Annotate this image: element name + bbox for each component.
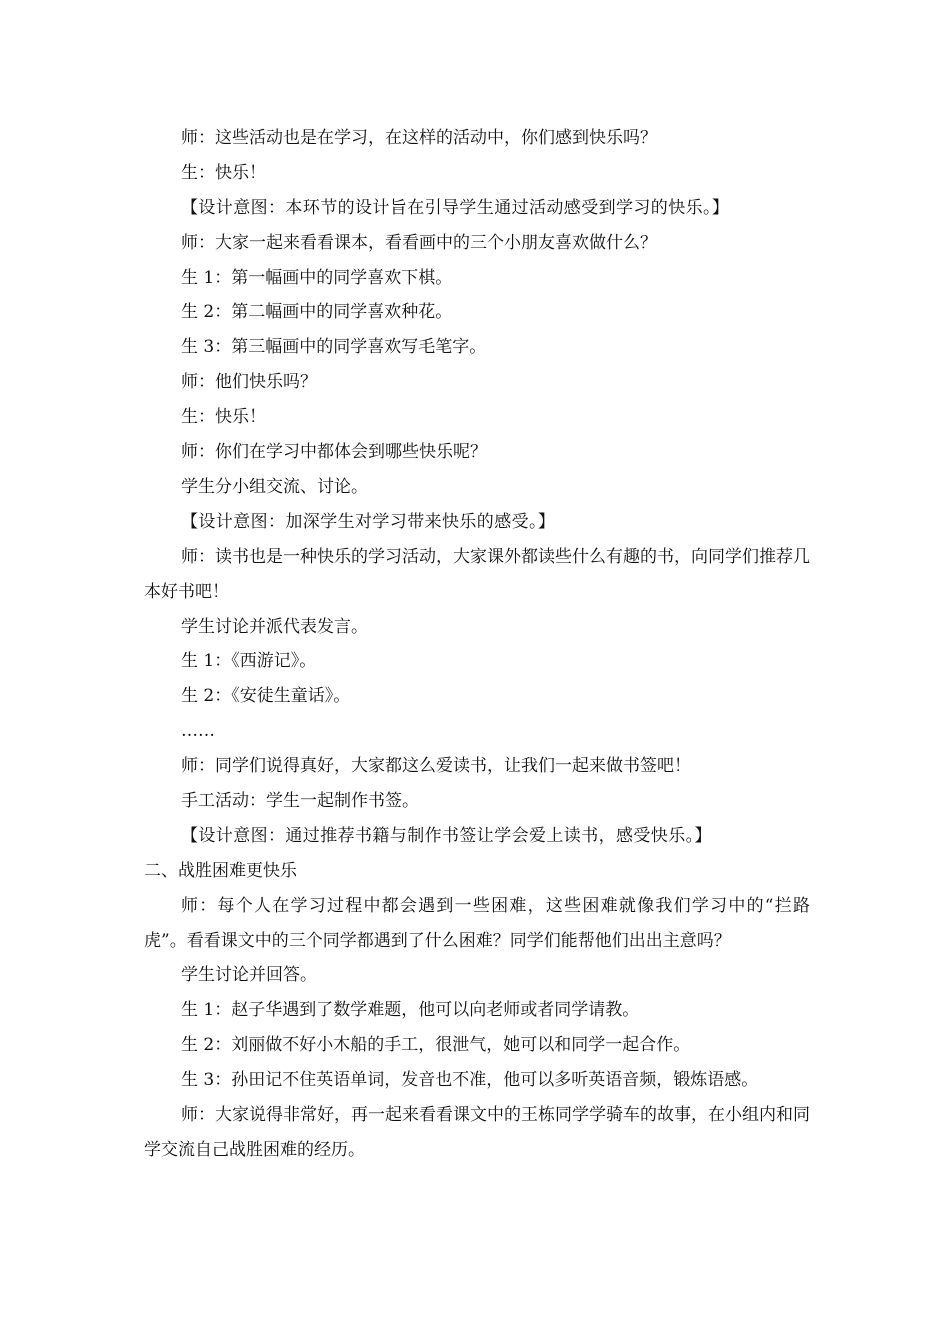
student-line: 生 3：孙田记不住英语单词，发音也不准，他可以多听英语音频，锻炼语感。 xyxy=(181,1070,759,1091)
design-intent: 【设计意图：本环节的设计旨在引导学生通过活动感受到学习的快乐。】 xyxy=(181,197,730,218)
activity-line: 学生分小组交流、讨论。 xyxy=(181,476,368,497)
design-intent: 【设计意图：加深学生对学习带来快乐的感受。】 xyxy=(181,511,556,532)
teacher-paragraph: 师：大家说得非常好，再一起来看看课文中的王栋同学学骑车的故事，在小组内和同学交流自己战胜困难的经历。 xyxy=(144,1105,810,1160)
ellipsis-line: …… xyxy=(181,721,215,742)
student-line: 生 1：赵子华遇到了数学难题，他可以向老师或者同学请教。 xyxy=(181,1000,640,1021)
section-heading: 二、战胜困难更快乐 xyxy=(144,860,297,881)
design-intent: 【设计意图：通过推荐书籍与制作书签让学会爱上读书，感受快乐。】 xyxy=(181,825,712,846)
document-body xyxy=(144,121,810,1168)
teacher-line: 师：同学们说得真好，大家都这么爱读书，让我们一起来做书签吧！ xyxy=(181,756,691,777)
student-line: 生：快乐！ xyxy=(181,162,266,183)
activity-line: 手工活动：学生一起制作书签。 xyxy=(181,790,419,811)
teacher-line: 师：这些活动也是在学习，在这样的活动中，你们感到快乐吗？ xyxy=(181,128,657,148)
student-line: 生 1：第一幅画中的同学喜欢下棋。 xyxy=(181,267,453,288)
teacher-line: 师：他们快乐吗？ xyxy=(181,372,317,393)
teacher-paragraph: 师：读书也是一种快乐的学习活动，大家课外都读些什么有趣的书，向同学们推荐几本好书吧！ xyxy=(144,546,810,602)
student-line: 生 2：第二幅画中的同学喜欢种花。 xyxy=(181,302,453,323)
student-line: 生 2：《安徒生童话》。 xyxy=(181,686,351,707)
student-line: 生：快乐！ xyxy=(181,407,266,428)
teacher-paragraph: 师：每个人在学习过程中都会遇到一些困难，这些困难就像我们学习中的“拦路虎”。看看课文中的三个同学都遇到了什么困难？同学们能帮他们出出主意吗？ xyxy=(144,895,810,951)
student-line: 生 2：刘丽做不好小木船的手工，很泄气，她可以和同学一起合作。 xyxy=(181,1035,691,1056)
activity-line: 学生讨论并回答。 xyxy=(181,965,317,986)
student-line: 生 3：第三幅画中的同学喜欢写毛笔字。 xyxy=(181,337,487,358)
student-line: 生 1：《西游记》。 xyxy=(181,651,317,672)
teacher-line: 师：你们在学习中都体会到哪些快乐呢？ xyxy=(181,442,487,463)
teacher-line: 师：大家一起来看看课本，看看画中的三个小朋友喜欢做什么？ xyxy=(181,232,657,253)
activity-line: 学生讨论并派代表发言。 xyxy=(181,616,368,637)
